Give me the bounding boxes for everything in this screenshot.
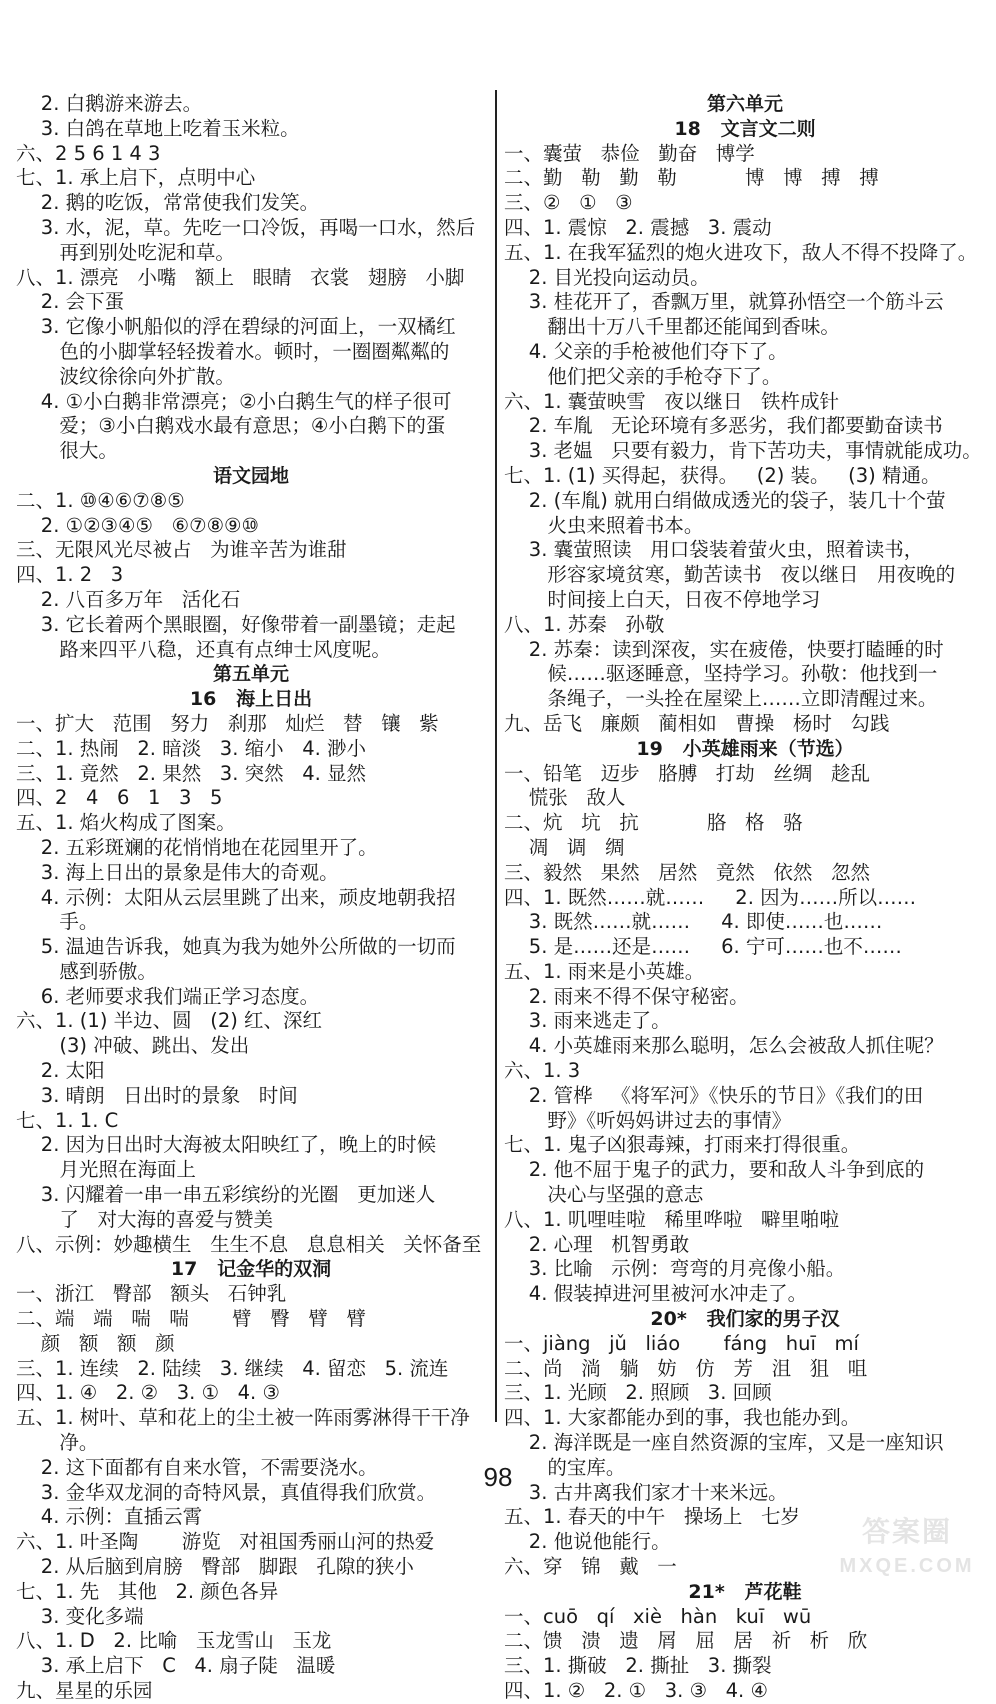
answer-line: 一、浙江 臀部 额头 石钟乳	[16, 1282, 287, 1306]
answer-line: 形容家境贫寒，勤苦读书 夜以继日 用夜晚的	[504, 563, 956, 587]
answer-line: 六、2 5 6 1 4 3	[16, 141, 161, 165]
answer-line: 二、1. 热闹 2. 暗淡 3. 缩小 4. 渺小	[16, 736, 367, 760]
answer-line: 2. 他不屈于鬼子的武力，要和敌人斗争到底的	[504, 1158, 925, 1182]
section-heading: 16 海上日出	[189, 688, 313, 711]
answer-line: 3. 水，泥，草。先吃一口冷饭，再喝一口水，然后	[16, 215, 476, 239]
answer-line: 七、1. 鬼子凶狠毒辣，打雨来打得很重。	[504, 1133, 861, 1157]
answer-line: 野》《听妈妈讲过去的事情》	[504, 1108, 792, 1132]
answer-line: 3. 比喻 示例：弯弯的月亮像小船。	[504, 1257, 846, 1281]
answer-line: 手。	[16, 910, 99, 934]
answer-line: 一、铅笔 迈步 胳膊 打劫 丝绸 趁乱	[504, 761, 870, 785]
answer-line: 火虫来照着书本。	[504, 513, 704, 537]
answer-line: 4. 小英雄雨来那么聪明，怎么会被敌人抓住呢？	[504, 1034, 944, 1058]
answer-line: 感到骄傲。	[16, 959, 157, 983]
answer-line: 2. 白鹅游来游去。	[16, 92, 203, 115]
answer-line: 三、1. 撕破 2. 撕扯 3. 撕裂	[504, 1654, 772, 1678]
answer-line: 一、囊萤 恭俭 勤奋 博学	[504, 141, 755, 165]
answer-line: 时间接上白天，日夜不停地学习	[504, 587, 821, 611]
answer-line: 3. 既然……就…… 4. 即使……也……	[504, 910, 883, 934]
answer-line: 2. 五彩斑斓的花悄悄地在花园里开了。	[16, 835, 378, 859]
answer-line: 4. 示例：太阳从云层里跳了出来，顽皮地朝我招	[16, 885, 456, 909]
answer-line: 2. 八百多万年 活化石	[16, 587, 241, 611]
answer-line: 2. 苏秦：读到深夜，实在疲倦，快要打瞌睡的时	[504, 637, 944, 661]
answer-line: 2. 车胤 无论环境有多恶劣，我们都要勤奋读书	[504, 414, 943, 438]
answer-line: 5. 是……还是…… 6. 宁可……也不……	[504, 935, 902, 959]
answer-line: 2. 海洋既是一座自然资源的宝库，又是一座知识	[504, 1431, 944, 1455]
watermark-text: 答案圈	[861, 1515, 952, 1548]
answer-line: 2. 因为日出时大海被太阳映红了，晚上的时候	[16, 1133, 437, 1157]
answer-line: 2. 管桦 《将军河》《快乐的节日》《我们的田	[504, 1083, 924, 1107]
answer-line: 三、毅然 果然 居然 竟然 依然 忽然	[504, 860, 870, 884]
answer-line: 四、2 4 6 1 3 5	[16, 786, 223, 810]
section-heading: 18 文言文二则	[674, 117, 816, 140]
answer-line: 2. 从后脑到肩膀 臀部 脚跟 孔隙的狭小	[16, 1555, 414, 1579]
answer-line: 一、jiàng jǔ liáo fáng huī mí	[504, 1331, 859, 1355]
answer-line: (3) 冲破、跳出、发出	[16, 1034, 250, 1058]
answer-line: 七、1. 承上启下，点明中心	[16, 166, 256, 190]
section-heading: 17 记金华的双洞	[170, 1258, 332, 1281]
answer-line: 七、1. (1) 买得起，获得。 (2) 装。 (3) 精通。	[504, 463, 941, 487]
answer-line: 决心与坚强的意志	[504, 1183, 704, 1207]
answer-line: 4. ①小白鹅非常漂亮；②小白鹅生气的样子很可	[16, 389, 452, 413]
answer-line: 2. 太阳	[16, 1059, 105, 1083]
answer-line: 3. 古井离我们家才十来米远。	[504, 1480, 788, 1504]
answer-line: 八、示例：妙趣横生 生生不息 息息相关 关怀备至	[16, 1232, 482, 1256]
answer-line: 5. 温迪告诉我，她真为我为她外公所做的一切而	[16, 935, 456, 959]
answer-line: 3. 雨来逃走了。	[504, 1009, 671, 1033]
answer-line: 3. 桂花开了，香飘万里，就算孙悟空一个筋斗云	[504, 290, 944, 314]
answer-line: 四、1. 大家都能办到的事，我也能办到。	[504, 1406, 861, 1430]
answer-line: 3. 承上启下 C 4. 扇子陡 温暖	[16, 1654, 336, 1678]
answer-line: 4. 假装掉进河里被河水冲走了。	[504, 1282, 808, 1306]
answer-line: 二、尚 淌 躺 妨 仿 芳 沮 狙 咀	[504, 1356, 868, 1380]
answer-line: 3. 它长着两个黑眼圈，好像带着一副墨镜；走起	[16, 612, 456, 636]
answer-line: 2. 鹅的吃饭，常常使我们发笑。	[16, 191, 320, 215]
answer-line: 了 对大海的喜爱与赞美	[16, 1207, 273, 1231]
answer-line: 净。	[16, 1431, 99, 1455]
watermark-logo	[832, 1512, 982, 1578]
answer-line: 6. 老师要求我们端正学习态度。	[16, 984, 320, 1008]
answer-line: 凋 调 绸	[504, 835, 625, 859]
answer-line: 九、岳飞 廉颇 蔺相如 曹操 杨时 勾践	[504, 711, 890, 735]
answer-line: 候……驱逐睡意，坚持学习。孙敬：他找到一	[504, 662, 938, 686]
answer-line: 3. 晴朗 日出时的景象 时间	[16, 1083, 298, 1107]
answer-line: 很大。	[16, 439, 118, 463]
answer-line: 2. 这下面都有自来水管，不需要浇水。	[16, 1455, 378, 1479]
answer-line: 六、1. 3	[504, 1059, 581, 1083]
answer-line: 三、② ① ③	[504, 191, 633, 215]
answer-line: 五、1. 焰火构成了图案。	[16, 811, 236, 835]
answer-line: 四、1. 2 3	[16, 563, 124, 587]
column-divider	[495, 90, 497, 1422]
answer-line: 3. 白鸽在草地上吃着玉米粒。	[16, 116, 300, 140]
answer-line: 二、1. ⑩④⑥⑦⑧⑤	[16, 488, 185, 512]
answer-line: 二、炕 坑 抗 胳 格 骆	[504, 811, 803, 835]
answer-line: 2. (车胤) 就用白绢做成透光的袋子，装几十个萤	[504, 488, 946, 512]
answer-line: 3. 闪耀着一串一串五彩缤纷的光圈 更加迷人	[16, 1183, 436, 1207]
answer-line: 3. 老媪 只要有毅力，肯下苦功夫，事情就能成功。	[504, 439, 982, 463]
section-heading: 语文园地	[212, 464, 289, 487]
answer-line: 三、1. 连续 2. 陆续 3. 继续 4. 留恋 5. 流连	[16, 1356, 449, 1380]
answer-line: 条绳子，一头拴在屋梁上……立即清醒过来。	[504, 687, 938, 711]
answer-line: 慌张 敌人	[504, 786, 626, 810]
answer-line: 月光照在海面上	[16, 1158, 196, 1182]
answer-line: 3. 囊萤照读 用口袋装着萤火虫，照着读书，	[504, 538, 924, 562]
answer-line: 波纹徐徐向外扩散。	[16, 364, 235, 388]
answer-line: 一、cuō qí xiè hàn kuī wū	[504, 1604, 812, 1628]
answer-line: 五、1. 树叶、草和花上的尘土被一阵雨雾淋得干干净	[16, 1406, 470, 1430]
answer-line: 八、1. 叽哩哇啦 稀里哗啦 噼里啪啦	[504, 1207, 839, 1231]
answer-line: 二、馈 溃 遗 屑 屈 居 祈 析 欣	[504, 1629, 868, 1653]
answer-line: 四、1. ④ 2. ② 3. ① 4. ③	[16, 1381, 280, 1405]
watermark-url: MXQE.COM	[839, 1555, 975, 1577]
answer-line: 爱；③小白鹅戏水最有意思；④小白鹅下的蛋	[16, 414, 446, 438]
answer-line: 八、1. D 2. 比喻 玉龙雪山 玉龙	[16, 1629, 332, 1653]
section-heading: 21* 芦花鞋	[688, 1580, 802, 1603]
answer-line: 的宝库。	[504, 1455, 626, 1479]
answer-line: 2. 他说他能行。	[504, 1530, 671, 1554]
answer-line: 色的小脚掌轻轻拨着水。顿时，一圈圈粼粼的	[16, 339, 450, 363]
section-heading: 20* 我们家的男子汉	[650, 1308, 840, 1331]
answer-line: 六、1. 囊萤映雪 夜以继日 铁杵成针	[504, 389, 839, 413]
section-heading: 第六单元	[706, 93, 783, 115]
answer-line: 3. 海上日出的景象是伟大的奇观。	[16, 860, 339, 884]
answer-line: 八、1. 漂亮 小嘴 额上 眼睛 衣裳 翅膀 小脚	[16, 265, 465, 289]
answer-line: 五、1. 雨来是小英雄。	[504, 959, 705, 983]
answer-line: 他们把父亲的手枪夺下了。	[504, 364, 782, 388]
section-heading: 第五单元	[212, 663, 289, 686]
answer-line: 四、1. 既然……就…… 2. 因为……所以……	[504, 885, 917, 909]
answer-line: 三、1. 竟然 2. 果然 3. 突然 4. 显然	[16, 761, 367, 785]
answer-line: 2. 雨来不得不保守秘密。	[504, 984, 749, 1008]
answer-line: 二、勤 勒 勤 勒 博 博 搏 搏	[504, 166, 879, 190]
answer-line: 二、端 端 喘 喘 臂 臀 臂 臂	[16, 1307, 366, 1331]
answer-line: 再到别处吃泥和草。	[16, 240, 235, 264]
answer-line: 3. 金华双龙洞的奇特风景，真值得我们欣赏。	[16, 1480, 437, 1504]
answer-line: 六、穿 锦 戴 一	[504, 1555, 677, 1579]
answer-line: 2. 心理 机智勇敢	[504, 1232, 690, 1256]
answer-line: 五、1. 春天的中午 操场上 七岁	[504, 1505, 800, 1529]
answer-line: 翻出十万八千里都还能闻到香味。	[504, 315, 840, 339]
answer-line: 2. ①②③④⑤ ⑥⑦⑧⑨⑩	[16, 513, 260, 537]
answer-line: 六、1. (1) 半边、圆 (2) 红、深红	[16, 1009, 323, 1033]
answer-line: 2. 目光投向运动员。	[504, 265, 710, 289]
answer-line: 六、1. 叶圣陶 游览 对祖国秀丽山河的热爱	[16, 1530, 435, 1554]
answer-line: 三、1. 光顾 2. 照顾 3. 回顾	[504, 1381, 772, 1405]
answer-line: 五、1. 在我军猛烈的炮火进攻下，敌人不得不投降了。	[504, 240, 978, 264]
answer-line: 3. 它像小帆船似的浮在碧绿的河面上，一双橘红	[16, 315, 456, 339]
answer-line: 八、1. 苏秦 孙敬	[504, 612, 665, 636]
answer-line: 九、星星的乐园	[16, 1679, 153, 1702]
answer-line: 路来四平八稳，还真有点绅士风度呢。	[16, 637, 391, 661]
answer-line: 4. 父亲的手枪被他们夺下了。	[504, 339, 788, 363]
answer-line: 三、无限风光尽被占 为谁辛苦为谁甜	[16, 538, 347, 562]
page-number: 98	[483, 1462, 513, 1492]
answer-line: 颜 额 额 颜	[16, 1331, 175, 1355]
section-heading: 19 小英雄雨来（节选）	[636, 737, 854, 760]
answer-line: 七、1. 先 其他 2. 颜色各异	[16, 1579, 279, 1603]
answer-line: 四、1. ② 2. ① 3. ③ 4. ④	[504, 1679, 768, 1702]
answer-line: 四、1. 震惊 2. 震撼 3. 震动	[504, 215, 772, 239]
answer-line: 一、扩大 范围 努力 刹那 灿烂 替 镶 紫	[16, 711, 439, 735]
answer-line: 4. 示例：直插云霄	[16, 1505, 203, 1529]
answer-line: 七、1. 1. C	[16, 1108, 119, 1132]
answer-line: 3. 变化多端	[16, 1604, 144, 1628]
answer-line: 2. 会下蛋	[16, 290, 125, 314]
